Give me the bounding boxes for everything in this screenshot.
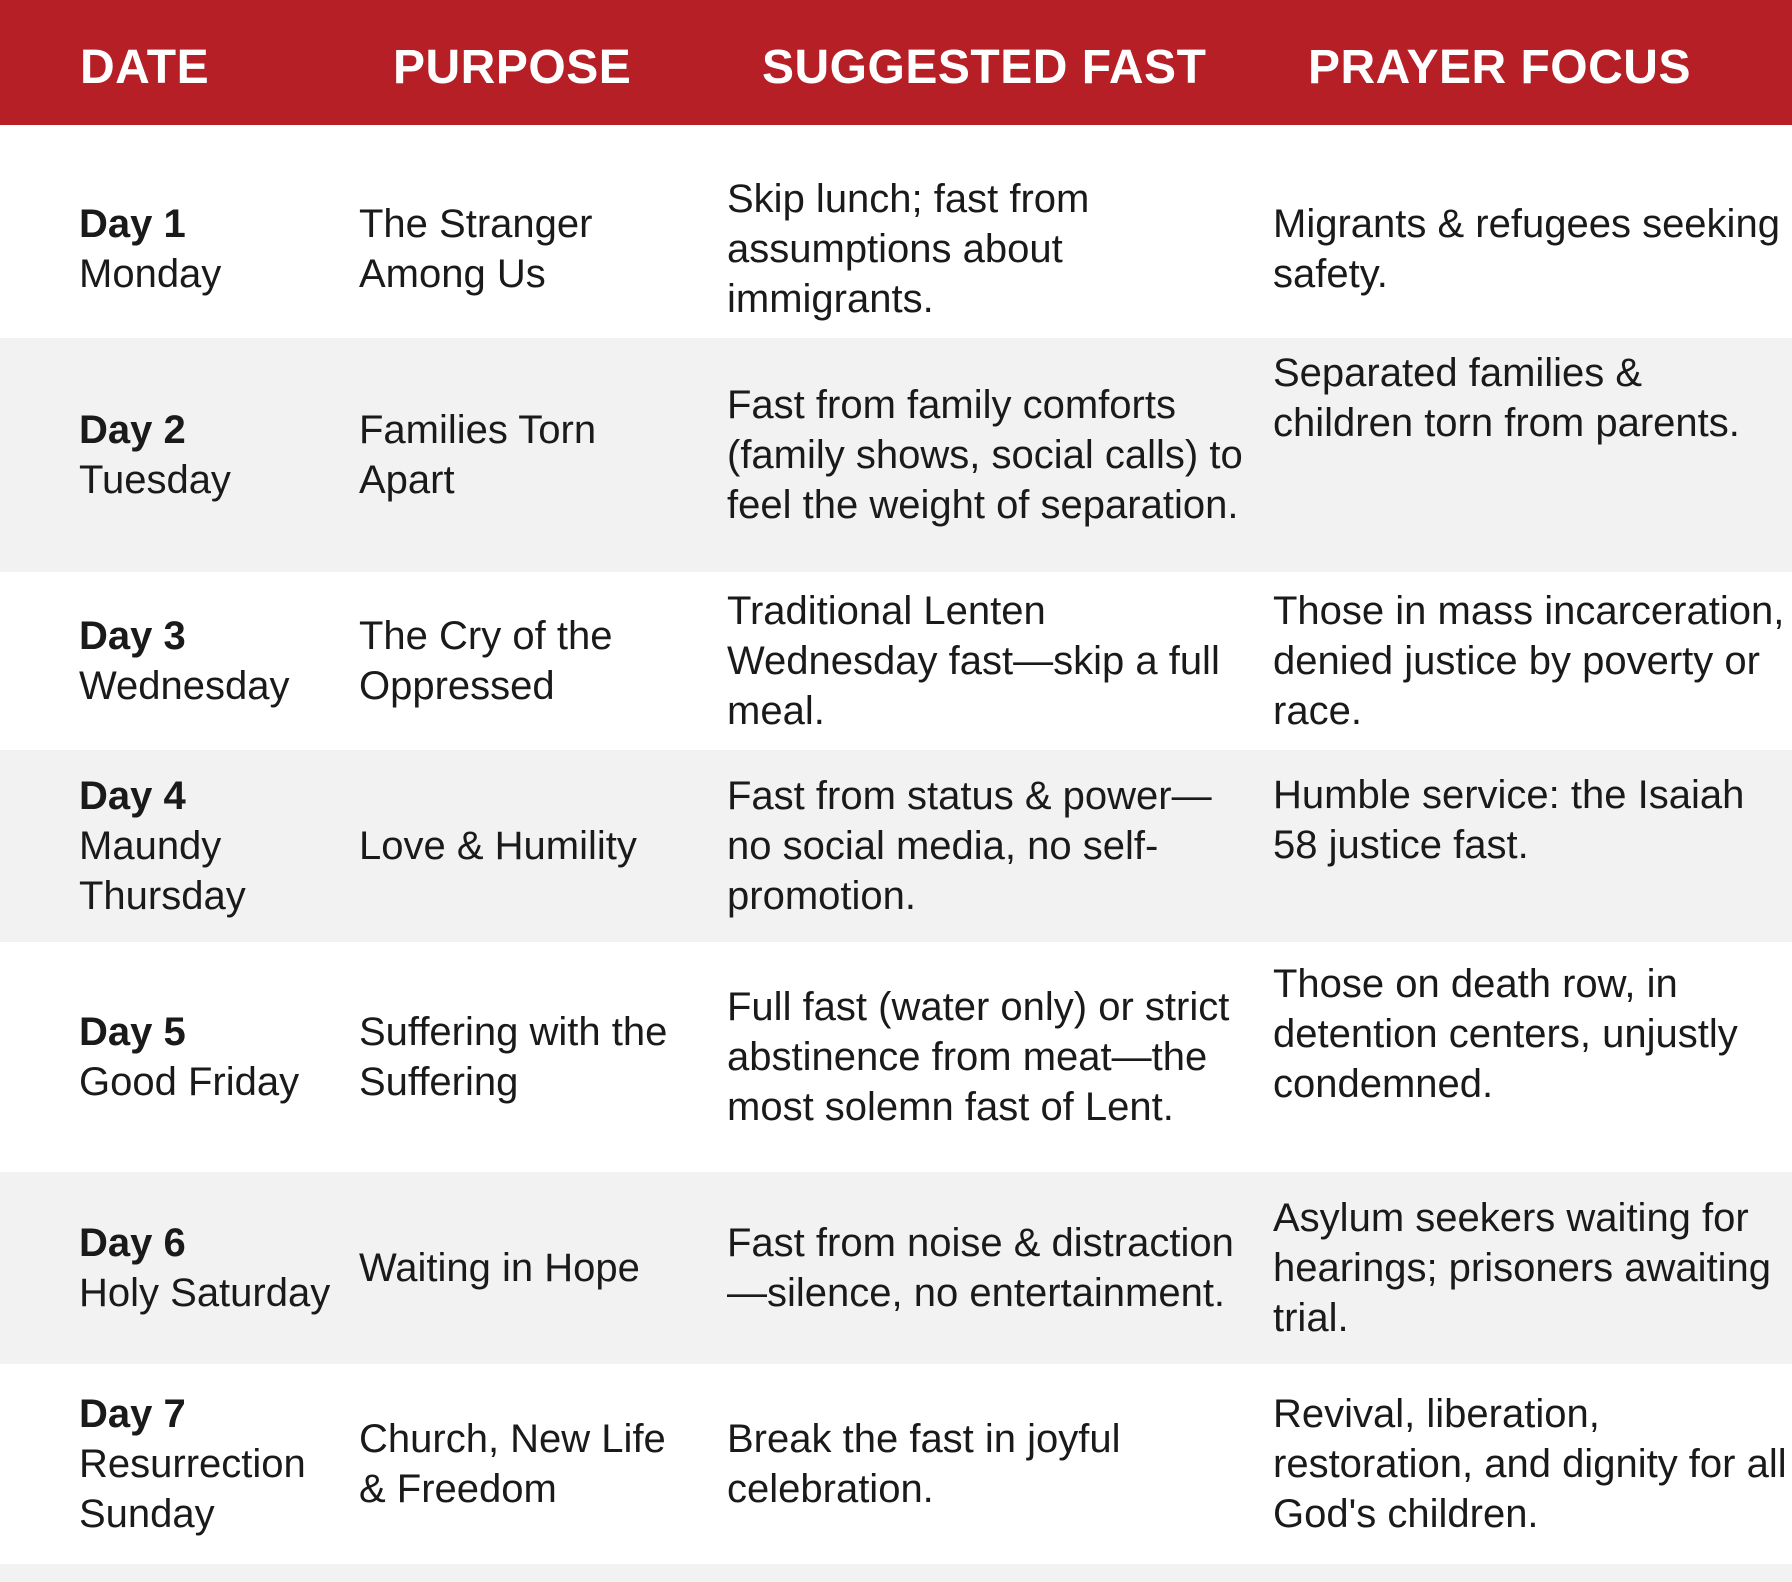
table-row xyxy=(0,572,1792,750)
purpose-text: Church, New Life & Freedom xyxy=(359,1417,666,1511)
prayer-text: Those in mass incarceration, denied justice by poverty or race. xyxy=(1273,589,1785,733)
day-label: Day 7 xyxy=(79,1392,186,1436)
weekday-label: Wednesday xyxy=(79,664,290,708)
fast-text: Fast from noise & distraction—silence, no entertainment. xyxy=(727,1221,1234,1315)
date-cell xyxy=(79,1172,359,1364)
weekday-label: Tuesday xyxy=(79,458,231,502)
table-row xyxy=(0,750,1792,942)
fast-text: Skip lunch; fast from assumptions about immigrants. xyxy=(727,177,1090,321)
purpose-cell xyxy=(359,338,699,572)
header-date: DATE xyxy=(80,41,210,94)
date-cell xyxy=(79,338,359,572)
fast-cell xyxy=(727,338,1247,572)
table-row xyxy=(0,942,1792,1172)
header-prayer-focus: PRAYER FOCUS xyxy=(1308,41,1691,94)
day-label: Day 2 xyxy=(79,408,186,452)
fast-text: Break the fast in joyful celebration. xyxy=(727,1417,1121,1511)
prayer-cell xyxy=(1273,1172,1792,1364)
prayer-cell xyxy=(1273,942,1792,1189)
purpose-cell xyxy=(359,942,699,1172)
fast-text: Fast from status & power—no social media, no self-promotion. xyxy=(727,774,1212,918)
date-cell xyxy=(79,572,359,750)
prayer-text: Revival, liberation, restoration, and dignity for all God's children. xyxy=(1273,1392,1787,1536)
day-label: Day 3 xyxy=(79,614,186,658)
prayer-cell xyxy=(1273,338,1792,582)
purpose-text: Families Torn Apart xyxy=(359,408,597,502)
prayer-cell xyxy=(1273,750,1792,962)
fast-cell xyxy=(727,1364,1247,1564)
prayer-text: Humble service: the Isaiah 58 justice fast. xyxy=(1273,773,1745,867)
date-cell xyxy=(79,160,359,338)
purpose-text: Suffering with the Suffering xyxy=(359,1010,668,1104)
weekday-label: Maundy Thursday xyxy=(79,824,246,918)
date-cell xyxy=(79,942,359,1172)
prayer-text: Migrants & refugees seeking safety. xyxy=(1273,202,1780,296)
purpose-cell xyxy=(359,1172,699,1364)
fast-text: Full fast (water only) or strict abstinence from meat—the most solemn fast of Lent. xyxy=(727,985,1230,1129)
weekday-label: Monday xyxy=(79,252,222,296)
weekday-label: Good Friday xyxy=(79,1060,300,1104)
purpose-text: The Cry of the Oppressed xyxy=(359,614,613,708)
date-cell xyxy=(79,750,359,942)
day-label: Day 1 xyxy=(79,202,186,246)
purpose-text: Love & Humility xyxy=(359,824,637,868)
purpose-cell xyxy=(359,1364,699,1564)
table-row xyxy=(0,338,1792,572)
table-row xyxy=(0,1172,1792,1364)
purpose-cell xyxy=(359,572,699,750)
table-row xyxy=(0,1364,1792,1564)
purpose-cell xyxy=(359,750,699,942)
prayer-text: Asylum seekers waiting for hearings; prisoners awaiting trial. xyxy=(1273,1196,1772,1340)
prayer-cell xyxy=(1273,572,1792,750)
header-suggested-fast: SUGGESTED FAST xyxy=(762,41,1207,94)
table-header xyxy=(0,0,1792,125)
day-label: Day 4 xyxy=(79,774,186,818)
header-purpose: PURPOSE xyxy=(393,41,632,94)
prayer-text: Those on death row, in detention centers, unjustly condemned. xyxy=(1273,962,1738,1106)
fast-cell xyxy=(727,572,1247,750)
prayer-cell xyxy=(1273,1364,1792,1564)
purpose-text: Waiting in Hope xyxy=(359,1246,640,1290)
day-label: Day 6 xyxy=(79,1221,186,1265)
table-row xyxy=(0,160,1792,338)
weekday-label: Holy Saturday xyxy=(79,1271,331,1315)
weekday-label: Resurrection Sunday xyxy=(79,1442,306,1536)
fast-cell xyxy=(727,1172,1247,1364)
purpose-cell xyxy=(359,160,699,338)
date-cell xyxy=(79,1364,359,1564)
prayer-text: Separated families & children torn from parents. xyxy=(1273,351,1740,445)
fast-cell xyxy=(727,160,1247,338)
day-label: Day 5 xyxy=(79,1010,186,1054)
fast-text: Fast from family comforts (family shows, social calls) to feel the weight of separation. xyxy=(727,383,1243,527)
fast-cell xyxy=(727,750,1247,942)
bottom-strip xyxy=(0,1564,1792,1582)
prayer-cell xyxy=(1273,160,1792,338)
fast-text: Traditional Lenten Wednesday fast—skip a full meal. xyxy=(727,589,1220,733)
fast-cell xyxy=(727,942,1247,1172)
purpose-text: The Stranger Among Us xyxy=(359,202,593,296)
